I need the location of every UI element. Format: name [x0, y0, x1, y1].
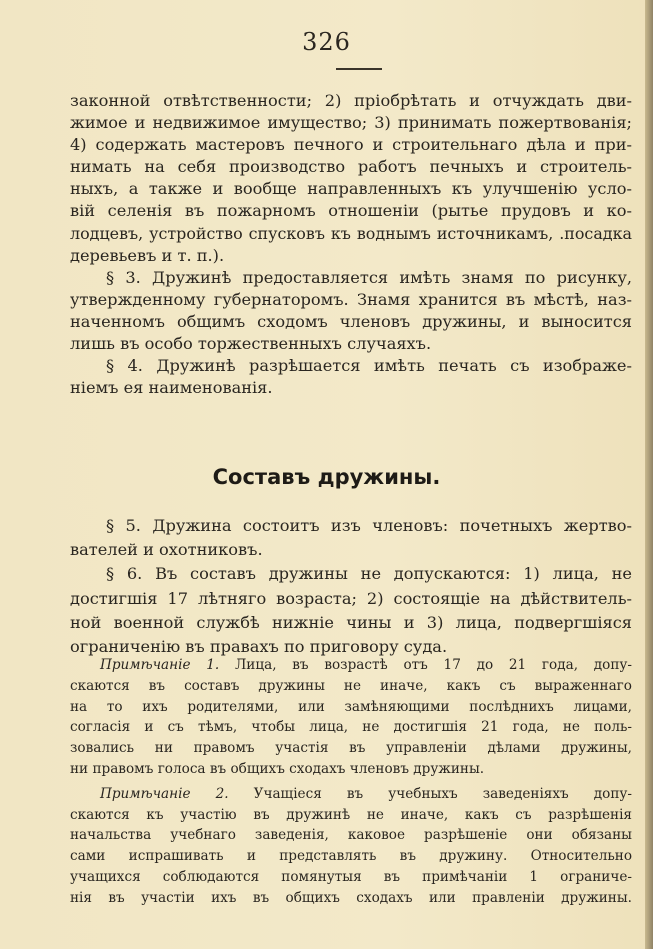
paragraph-3-start: § 3. Дружинѣ предоставляется имѣть знамя по рисунку, — [106, 267, 632, 287]
note-1-first-text: Лица, въ возрастѣ отъ 17 до 21 года, допу- — [219, 657, 632, 673]
text-line: ни правомъ голоса въ общихъ сходахъ членовъ дружины. — [70, 760, 485, 777]
section-heading: Составъ дружины. — [212, 465, 441, 489]
text-line: начальства учебнаго заведенія, каковое разрѣшеніе они обязаны — [70, 827, 632, 844]
text-line: 4) содержать мастеровъ печного и строительнаго дѣла и при- — [70, 135, 632, 155]
section-1-text — [70, 90, 632, 399]
text-line: достигшія 17 лѣтняго возраста; 2) состоящіе на дѣйствитель- — [70, 588, 632, 608]
text-line: наченномъ общимъ сходомъ членовъ дружины, и выносится — [70, 311, 632, 331]
text-line: учащихся соблюдаются помянутыя въ примѣчаніи 1 ограниче- — [70, 868, 632, 885]
paragraph-4-start: § 4. Дружинѣ разрѣшается имѣть печать съ изображе- — [106, 356, 632, 376]
text-line: законной отвѣтственности; 2) пріобрѣтать и отчуждать дви- — [70, 91, 632, 110]
text-line: скаются въ составъ дружины не иначе, какъ съ выраженнаго — [70, 677, 632, 694]
note-2-first-text: Учащіеся въ учебныхъ заведеніяхъ допу- — [228, 785, 632, 802]
text-line: скаются къ участію въ дружинѣ не иначе, какъ съ разрѣшенія — [70, 806, 632, 823]
text-line: согласія и съ тѣмъ, чтобы лица, не достигшія 21 года, не поль- — [70, 719, 632, 736]
text-line: ной военной службѣ нижніе чины и 3) лица, подвергшіяся — [70, 612, 632, 632]
text-line: вателей и охотниковъ. — [70, 540, 263, 560]
text-line: лодцевъ, устройство спусковъ къ воднымъ источникамъ, .посадка — [70, 223, 632, 243]
page-number-rule — [336, 68, 382, 70]
paragraph-6-start: § 6. Въ составъ дружины не допускаются: 1) лица, не — [106, 564, 632, 584]
note-2-first-line — [70, 784, 632, 805]
text-line: ніемъ ея наименованія. — [70, 378, 273, 398]
text-line: жимое и недвижимое имущество; 3) принимать пожертвованія; — [70, 113, 632, 133]
text-line: на то ихъ родителями, или замѣняющими послѣднихъ лицами, — [70, 698, 632, 715]
section-2-text — [70, 514, 632, 659]
text-line: лишь въ особо торжественныхъ случаяхъ. — [70, 334, 432, 354]
note-2-label: Примѣчаніе 2. — [100, 785, 229, 802]
page-number: 326 — [302, 28, 351, 56]
text-line: вій селенія въ пожарномъ отношеніи (рытье прудовъ и ко- — [70, 201, 632, 221]
notes — [70, 655, 632, 909]
text-line: нія въ участіи ихъ въ общихъ сходахъ или правленіи дружины. — [70, 889, 632, 906]
text-line: нимать на себя производство работъ печныхъ и строитель- — [70, 157, 632, 177]
text-line: утвержденному губернаторомъ. Знамя хранится въ мѣстѣ, наз- — [70, 289, 632, 309]
text-line: сами испрашивать и представлять въ дружину. Относительно — [70, 848, 632, 865]
text-line: деревьевъ и т. п.). — [70, 245, 225, 265]
text-line: ныхъ, а также и вообще направленныхъ къ улучшенію усло- — [70, 179, 632, 199]
paragraph-5-start: § 5. Дружина состоитъ изъ членовъ: почетныхъ жертво- — [106, 516, 632, 535]
text-line: зовались ни правомъ участія въ управленіи дѣлами дружины, — [70, 740, 632, 757]
text-line: ограниченію въ правахъ по приговору суда. — [70, 637, 448, 657]
note-1-label: Примѣчаніе 1. — [100, 657, 220, 673]
note-1-first-line — [70, 655, 632, 676]
